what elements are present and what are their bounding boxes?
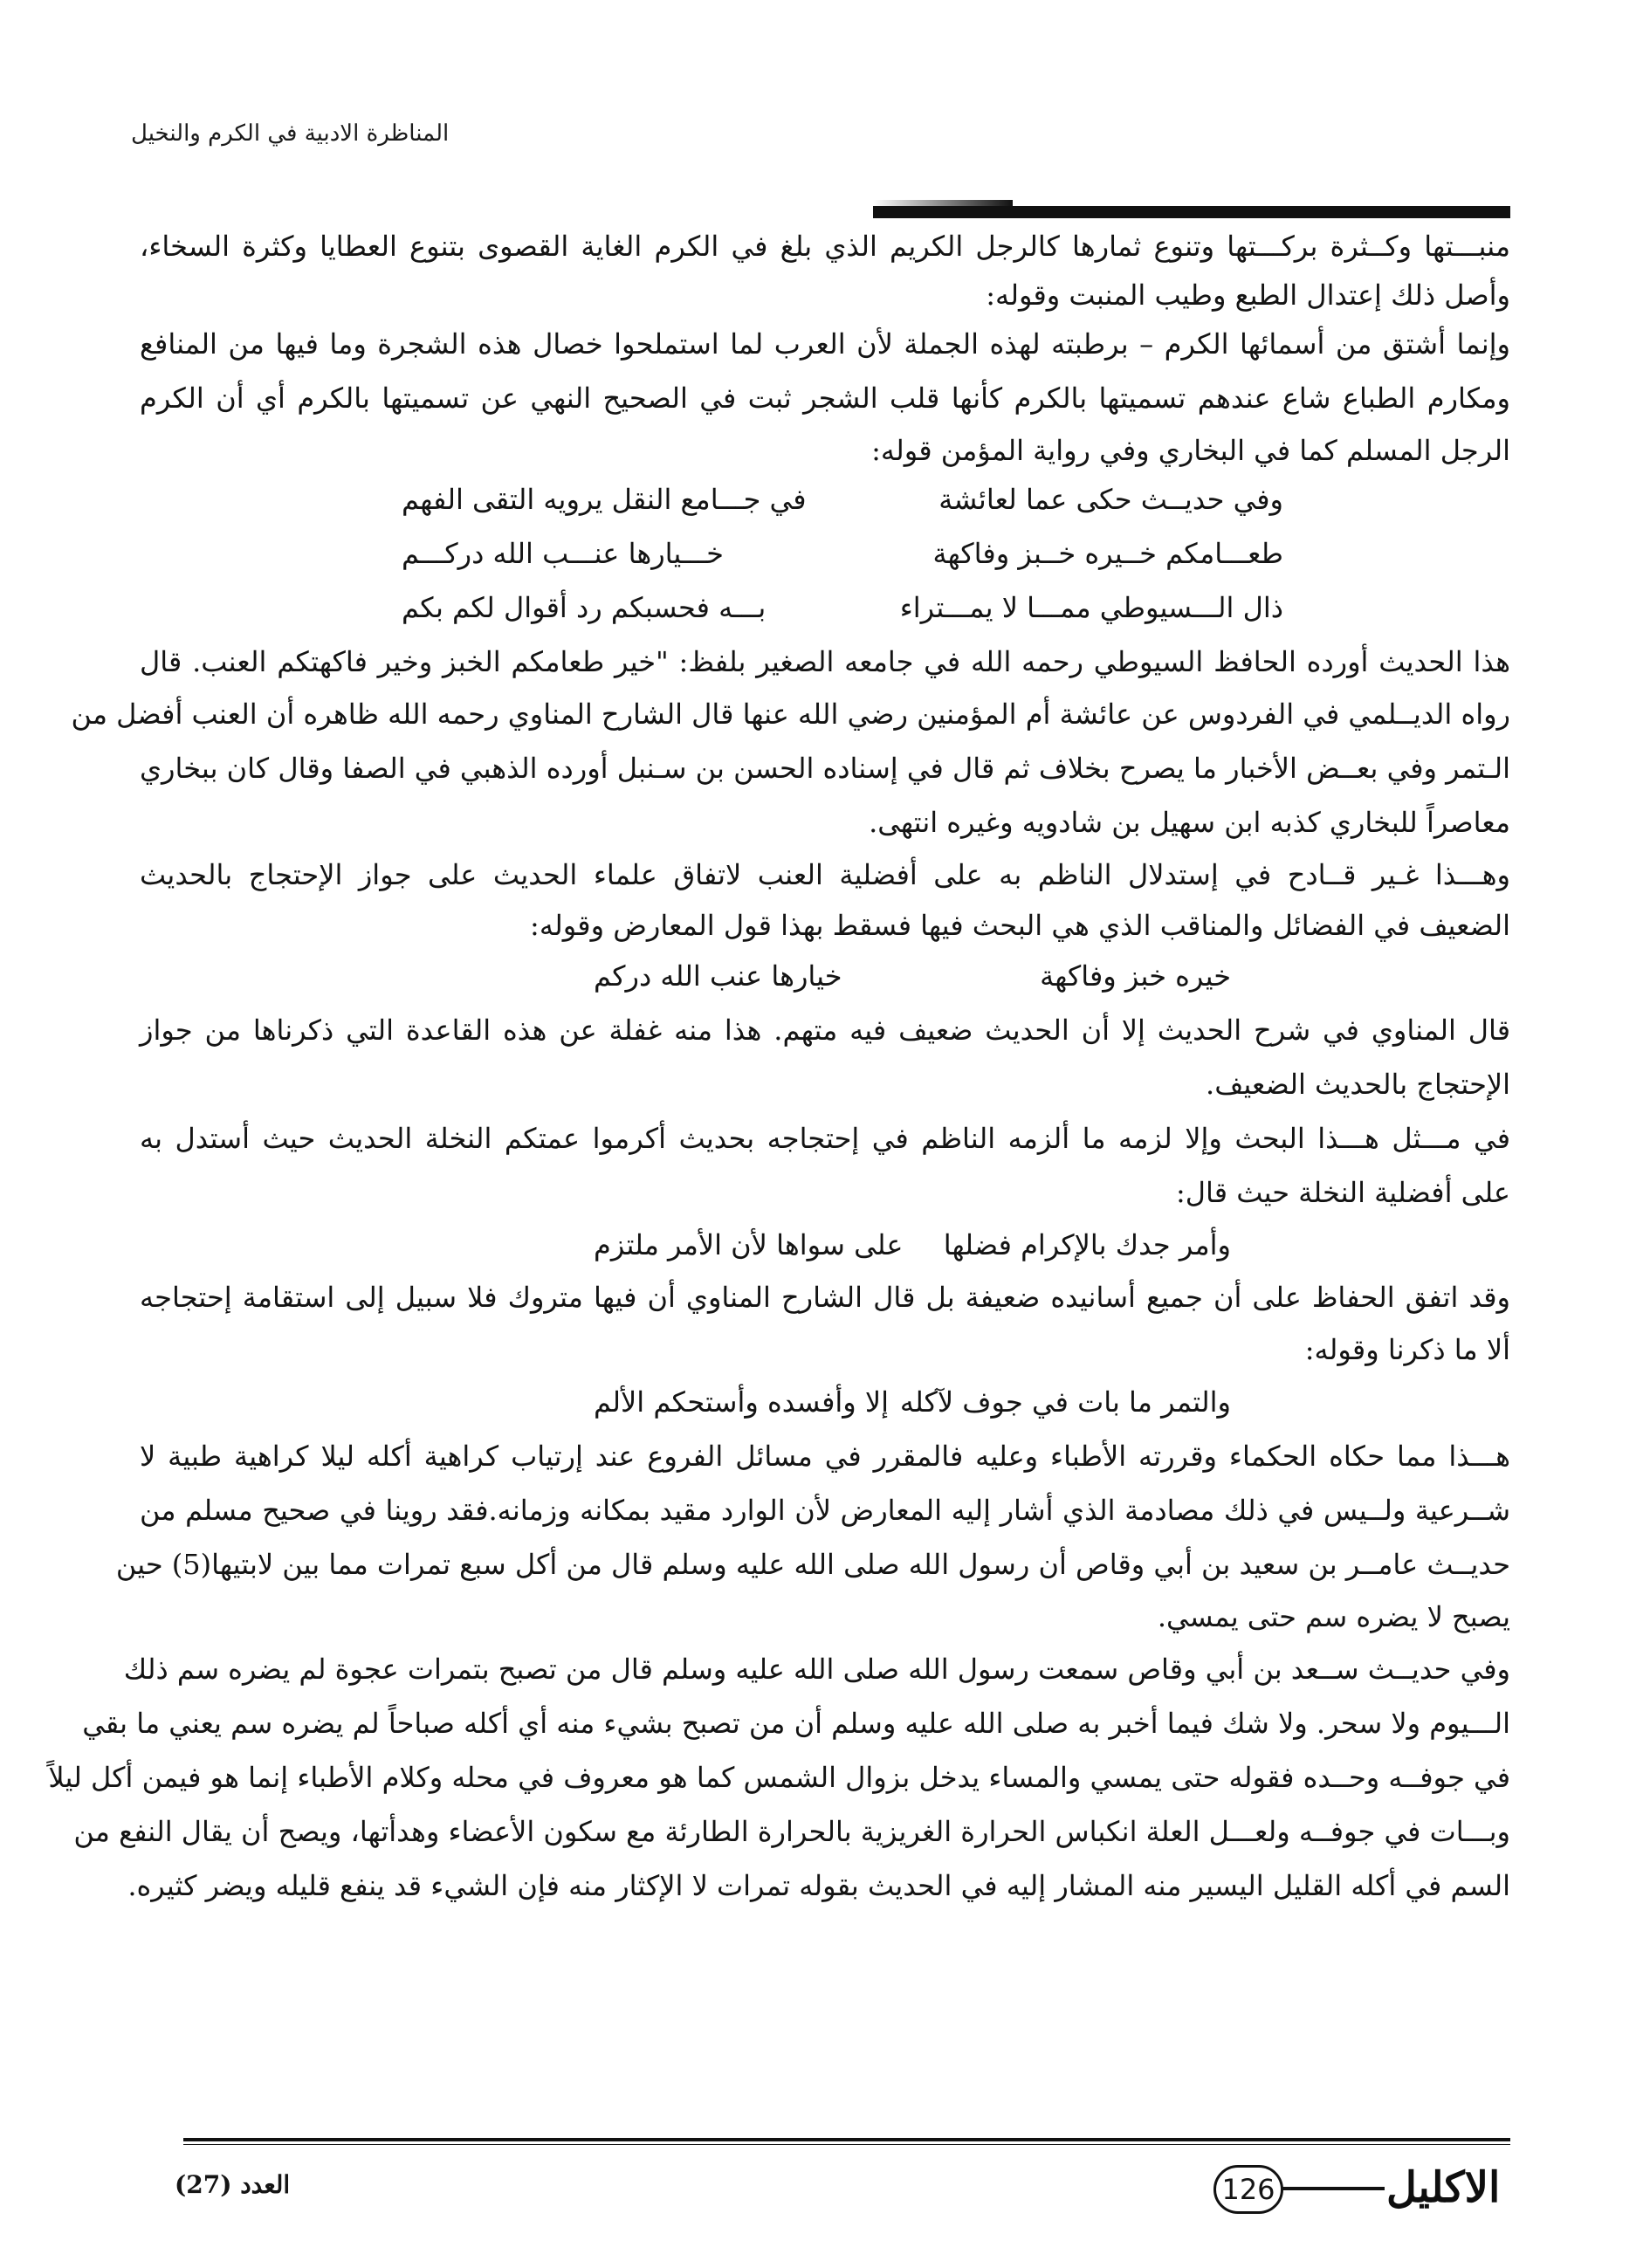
poem1-verse-right: طعـــامكم خــيره خــبز وفاكهة <box>932 537 1283 570</box>
text-line: ألا ما ذكرنا وقوله: <box>1304 1333 1510 1366</box>
text-line: الـــيوم ولا سحر. ولا شك فيما أخبر به صلى الله عليه وسلم أن من تصبح بشيء منه أي أكله صباحاً لم يضره سم يعني ما بقي <box>82 1707 1510 1740</box>
text-line: وفي حديــث ســعد بن أبي وقاص سمعت رسول الله صلى الله عليه وسلم قال من تصبح بتمرات عجوة لم يضره سم ذلك <box>123 1653 1510 1686</box>
text-line: وبـــات في جوفــه ولعـــل العلة انكباس الحرارة الغريزية بالحرارة الطارئة مع سكون الأعضاء وهدأتها، ويصح أن يقال النفع من <box>73 1815 1510 1848</box>
poem3-verse-left: على سواها لأن الأمر ملتزم <box>594 1228 904 1261</box>
poem4-verse-left: إلا وأفسده وأستحكم الألم <box>594 1385 890 1419</box>
text-line: وقد اتفق الحفاظ على أن جميع أسانيده ضعيفة بل قال الشارح المناوي أن فيها متروك فلا سبيل إلى استقامة إحتجاجه <box>140 1281 1510 1314</box>
poem1-verse-right: وفي حديــث حكى عما لعائشة <box>938 483 1283 516</box>
page-number: 126 <box>1213 2165 1283 2214</box>
text-line: وإنما أشتق من أسمائها الكرم – برطبته لهذه الجملة لأن العرب لما استملحوا خصال هذه الشجرة وما فيها من المنافع <box>140 327 1511 361</box>
text-line: الـتمر وفي بعــض الأخبار ما يصرح بخلاف ثم قال في إسناده الحسن بن سـنبل أورده الذهبي في الصفا وقال كان ببخاري <box>140 752 1511 785</box>
text-line: في جوفــه وحــده فقوله حتى يمسي والمساء يدخل بزوال الشمس كما هو معروف في محله وكلام الأطباء إنما هو فيمن أكل ليلاً <box>48 1761 1510 1794</box>
text-line: السم في أكله القليل اليسير منه المشار إليه في الحديث بقوله تمرات لا الإكثار منه فإن الشيء قد ينفع قليله ويضر كثيره. <box>127 1869 1510 1902</box>
text-line: منبـــتها وكــثرة بركـــتها وتنوع ثمارها كالرجل الكريم الذي بلغ في الكرم الغاية القصوى بتنوع العطايا وكثرة السخاء، <box>140 230 1510 263</box>
text-line: يصبح لا يضره سم حتى يمسي. <box>1157 1600 1510 1633</box>
footer-rule-thin <box>183 2144 1510 2145</box>
poem1-verse-left: خـــيارها عنـــب الله دركـــم <box>402 537 724 570</box>
poem3-verse-right: وأمر جدك بالإكرام فضلها <box>943 1228 1231 1261</box>
text-line: على أفضلية النخلة حيث قال: <box>1175 1176 1510 1209</box>
poem4-verse-right: والتمر ما بات في جوف لآكله <box>899 1385 1231 1419</box>
text-line: في مـــثل هـــذا البحث وإلا لزمه ما ألزمه الناظم في إحتجاجه بحديث أكرموا عمتكم النخلة الحديث حيث أستدل به <box>140 1122 1510 1155</box>
poem1-verse-left: بـــه فحسبكم رد أقوال لكم بكم <box>402 591 767 624</box>
text-line: وأصل ذلك إعتدال الطبع وطيب المنبت وقوله: <box>986 278 1510 312</box>
text-line: رواه الديــلمي في الفردوس عن عائشة أم المؤمنين رضي الله عنها قال الشارح المناوي رحمه الله ظاهره أن العنب أفضل من <box>71 698 1510 731</box>
poem1-verse-right: ذال الـــسيوطي ممـــا لا يمـــتراء <box>899 591 1283 624</box>
poem2-verse-right: خيره خبز وفاكهة <box>1040 959 1231 993</box>
text-line: هـــذا مما حكاه الحكماء وقررته الأطباء وعليه فالمقرر في مسائل الفروع عند إرتياب كراهية أكله ليلا كراهية طبية لا <box>140 1440 1510 1473</box>
text-line: الرجل المسلم كما في البخاري وفي رواية المؤمن قوله: <box>871 434 1510 467</box>
running-header: المناظرة الادبية في الكرم والنخيل <box>131 120 450 147</box>
text-line: حديــث عامــر بن سعيد بن أبي وقاص أن رسول الله صلى الله عليه وسلم قال من أكل سبع تمرات مما بين لابتيها(5) حين <box>115 1548 1510 1581</box>
text-line: معاصراً للبخاري كذبه ابن سهيل بن شادويه وغيره انتهى. <box>869 806 1510 839</box>
poem2-verse-left: خيارها عنب الله دركم <box>594 959 842 993</box>
footer-rule <box>183 2138 1510 2141</box>
text-line: شــرعية ولــيس في ذلك مصادمة الذي أشار إليه المعارض لأن الوارد مقيد بمكانه وزمانه.فقد روينا في صحيح مسلم من <box>140 1494 1510 1527</box>
text-line: ومكارم الطباع شاع عندهم تسميتها بالكرم كأنها قلب الشجر ثبت في الصحيح النهي عن تسميتها بالكرم أي أن الكرم <box>140 381 1511 415</box>
poem1-verse-left: في جـــامع النقل يرويه التقى الفهم <box>402 483 807 516</box>
issue-number: العدد (27) <box>175 2170 291 2199</box>
text-line: قال المناوي في شرح الحديث إلا أن الحديث ضعيف فيه متهم. هذا منه غفلة عن هذه القاعدة التي ذكرناها من جواز <box>140 1014 1510 1047</box>
text-line: الضعيف في الفضائل والمناقب الذي هي البحث فيها فسقط بهذا قول المعارض وقوله: <box>530 909 1510 942</box>
text-line: وهـــذا غـير قــادح في إستدلال الناظم به على أفضلية العنب لاتفاق علماء الحديث على جواز الإحتجاج بالحديث <box>140 858 1510 891</box>
text-line: هذا الحديث أورده الحافظ السيوطي رحمه الله في جامعه الصغير بلفظ: "خير طعامكم الخبز وخير فاكهتكم العنب. قال <box>140 645 1511 678</box>
journal-logo: الاكليل <box>1386 2163 1501 2212</box>
logo-dash <box>1282 2187 1385 2190</box>
text-line: الإحتجاج بالحديث الضعيف. <box>1206 1068 1510 1101</box>
